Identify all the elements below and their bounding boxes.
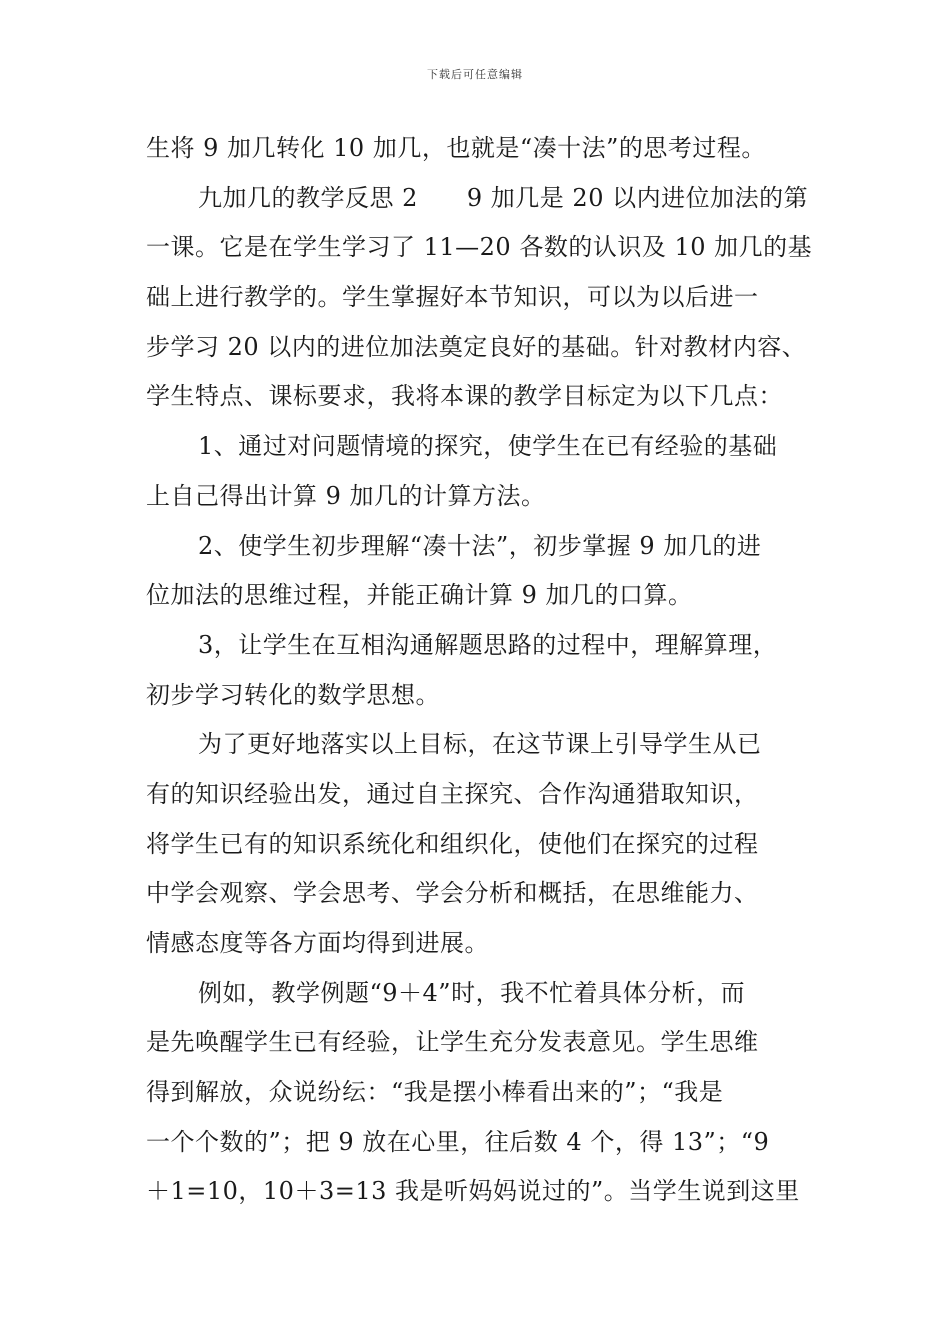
text-line: 一课。它是在学生学习了 11—20 各数的认识及 10 加几的基 <box>146 233 813 262</box>
page-header: 下载后可任意编辑 <box>427 68 523 81</box>
text-line: 中学会观察、学会思考、学会分析和概括，在思维能力、 <box>146 879 759 908</box>
text-line: 有的知识经验出发，通过自主探究、合作沟通猎取知识， <box>146 779 759 808</box>
text-line: 为了更好地落实以上目标，在这节课上引导学生从已 <box>198 730 762 759</box>
text-line: 步学习 20 以内的进位加法奠定良好的基础。针对教材内容、 <box>146 332 807 361</box>
text-line: 生将 9 加几转化 10 加几，也就是“凑十法”的思考过程。 <box>146 134 766 162</box>
text-line: 上自己得出计算 9 加几的计算方法。 <box>146 481 546 510</box>
text-line: 例如，教学例题“9＋4”时，我不忙着具体分析，而 <box>198 978 746 1007</box>
text-line: 3，让学生在互相沟通解题思路的过程中，理解算理， <box>198 630 778 659</box>
document-body <box>146 128 813 1221</box>
text-line: 一个个数的”；把 9 放在心里，往后数 4 个，得 13”；“9 <box>146 1127 770 1156</box>
text-line: 初步学习转化的数学思想。 <box>146 680 440 709</box>
text-line: 情感态度等各方面均得到进展。 <box>146 929 489 957</box>
text-line: 2、使学生初步理解“凑十法”，初步掌握 9 加几的进 <box>198 531 762 560</box>
text-line: 是先唤醒学生已有经验，让学生充分发表意见。学生思维 <box>146 1028 759 1057</box>
text-line: 学生特点、课标要求，我将本课的教学目标定为以下几点： <box>146 382 783 411</box>
text-line: 将学生已有的知识系统化和组织化，使他们在探究的过程 <box>146 829 759 858</box>
text-line: ＋1=10，10＋3=13 我是听妈妈说过的”。当学生说到这里 <box>146 1177 800 1206</box>
text-line: 九加几的教学反思 2 9 加几是 20 以内进位加法的第 <box>198 183 809 212</box>
text-line: 得到解放，众说纷纭：“我是摆小棒看出来的”；“我是 <box>146 1078 724 1107</box>
text-line: 位加法的思维过程，并能正确计算 9 加几的口算。 <box>146 581 693 610</box>
text-line: 础上进行教学的。学生掌握好本节知识，可以为以后进一 <box>146 283 759 312</box>
text-line: 1、通过对问题情境的探究，使学生在已有经验的基础 <box>198 432 778 461</box>
